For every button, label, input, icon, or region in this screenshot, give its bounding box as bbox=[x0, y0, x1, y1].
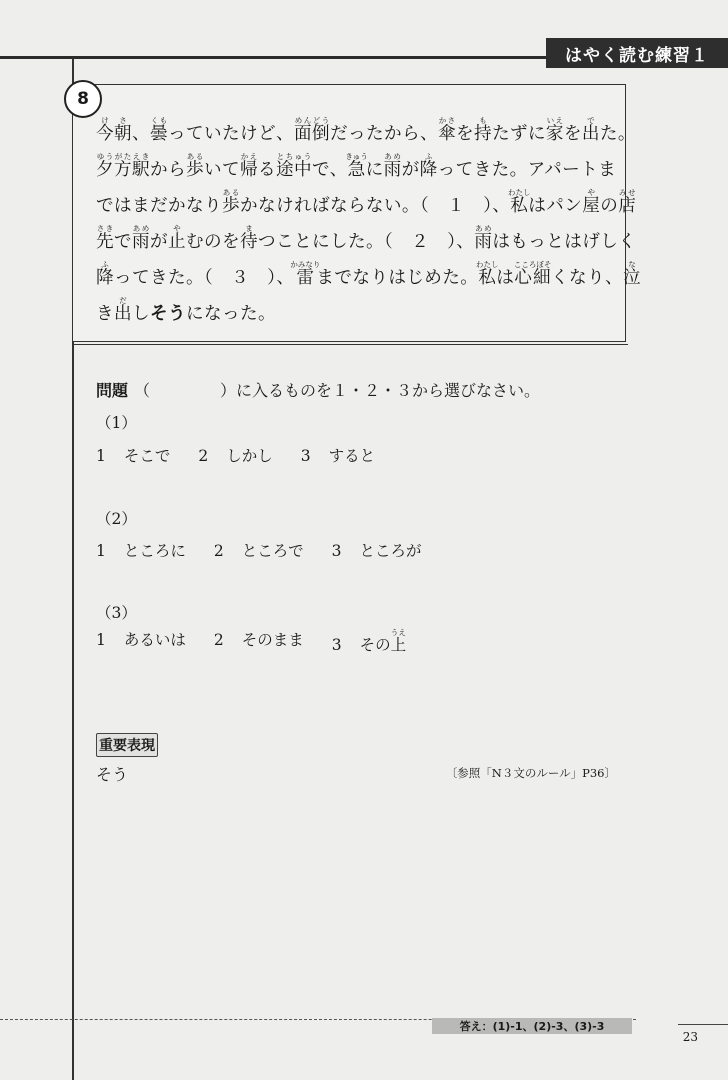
furigana-reading: かみなり bbox=[290, 260, 321, 269]
furigana-reading: みせ bbox=[618, 188, 637, 197]
kanji-base: 途中 bbox=[275, 160, 312, 180]
kanji-base: 降 bbox=[419, 160, 438, 180]
choice-option[interactable] bbox=[301, 444, 375, 466]
passage-text: くなり、 bbox=[551, 268, 624, 288]
furigana-word bbox=[221, 188, 240, 216]
furigana-reading: くも bbox=[150, 116, 168, 125]
furigana-word bbox=[508, 188, 531, 216]
furigana-reading: めんどう bbox=[293, 116, 330, 125]
kanji-base: 傘 bbox=[437, 124, 456, 144]
furigana-word bbox=[96, 260, 114, 288]
choice-text: ところが bbox=[359, 542, 422, 560]
passage-text: だったから、 bbox=[329, 124, 438, 144]
reference-note: 〔参照「N３文のルール」P36〕 bbox=[445, 766, 616, 780]
kanji-base: 私 bbox=[508, 196, 531, 216]
furigana-reading: ふ bbox=[419, 152, 438, 161]
choice-number: 2 bbox=[213, 631, 224, 649]
furigana-word bbox=[437, 116, 456, 144]
choice-number: 3 bbox=[331, 542, 342, 560]
furigana-reading: ふ bbox=[96, 260, 114, 269]
section-title: はやく読む練習１ bbox=[546, 38, 728, 68]
kanji-base: 雨 bbox=[132, 232, 150, 252]
kanji-base: 止 bbox=[168, 232, 186, 252]
furigana-reading: かえ bbox=[239, 152, 258, 161]
choice-number: 3 bbox=[331, 636, 342, 654]
passage-line bbox=[96, 224, 637, 260]
kanji-base: 帰 bbox=[239, 160, 258, 180]
furigana-reading: も bbox=[473, 116, 492, 125]
furigana-word bbox=[345, 152, 368, 180]
passage-text: た。 bbox=[599, 124, 636, 144]
kanji-base: 屋 bbox=[582, 196, 601, 216]
kanji-base: 家 bbox=[545, 124, 564, 144]
kanji-base: 先 bbox=[96, 232, 114, 252]
furigana-word bbox=[293, 116, 330, 144]
passage-text: に bbox=[365, 160, 384, 180]
passage-text: ではまだかなり bbox=[96, 196, 222, 216]
passage-text: し bbox=[132, 304, 150, 324]
furigana-reading: けさ bbox=[96, 116, 132, 125]
passage-text: から bbox=[149, 160, 186, 180]
kanji-base: 面倒 bbox=[293, 124, 330, 144]
question-label: （2） bbox=[96, 510, 137, 528]
furigana-reading: かさ bbox=[437, 116, 456, 125]
furigana-reading: ある bbox=[221, 188, 240, 197]
passage-text: が bbox=[150, 232, 168, 252]
choice-option[interactable] bbox=[214, 628, 304, 655]
furigana-word bbox=[545, 116, 564, 144]
passage-text: かなければならない。（ １ ）、 bbox=[239, 196, 511, 216]
kanji-base: 出 bbox=[581, 124, 600, 144]
furigana-word: 上うえ bbox=[390, 628, 407, 654]
passage-text: 、 bbox=[132, 124, 150, 144]
furigana-reading: や bbox=[582, 188, 601, 197]
page-number: 23 bbox=[682, 1030, 698, 1044]
passage-text: っていたけど、 bbox=[168, 124, 294, 144]
kanji-base: 歩 bbox=[221, 196, 240, 216]
passage-text: ってきた。（ ３ ）、 bbox=[114, 268, 295, 288]
furigana-word bbox=[582, 188, 601, 216]
choice-number: 2 bbox=[198, 447, 209, 465]
choice-text: ところで bbox=[241, 542, 304, 560]
kanji-base: 私 bbox=[476, 268, 499, 288]
kanji-base: 持 bbox=[473, 124, 492, 144]
passage-text: ってきた。アパートま bbox=[437, 160, 617, 180]
furigana-reading: こころぼそ bbox=[513, 260, 552, 269]
kanji-base: 今朝 bbox=[96, 124, 132, 144]
furigana-word bbox=[383, 152, 402, 180]
choice-option[interactable] bbox=[332, 628, 406, 655]
instruction-label: 問題 bbox=[96, 381, 129, 400]
kanji-base: 雨 bbox=[383, 160, 402, 180]
furigana-reading: きゅう bbox=[345, 152, 368, 161]
instruction-text: に入るものを１・２・３から選びなさい。 bbox=[236, 381, 541, 400]
kanji-base: 出 bbox=[114, 304, 132, 324]
passage-text: る bbox=[257, 160, 276, 180]
passage-text: を bbox=[563, 124, 582, 144]
choice-option[interactable] bbox=[96, 444, 170, 466]
passage-text: になった。 bbox=[186, 304, 276, 324]
furigana-word bbox=[623, 260, 642, 288]
furigana-reading: だ bbox=[114, 296, 132, 305]
furigana-word bbox=[239, 224, 258, 252]
furigana-word bbox=[476, 260, 499, 288]
passage-line bbox=[96, 152, 616, 188]
choice-text: そこで bbox=[123, 447, 171, 465]
furigana-word bbox=[185, 152, 204, 180]
kanji-base: 急 bbox=[345, 160, 368, 180]
furigana-word bbox=[96, 224, 114, 252]
page-number-rule bbox=[678, 1024, 728, 1025]
choice-option[interactable] bbox=[96, 628, 186, 655]
choice-option[interactable] bbox=[198, 444, 272, 466]
furigana-reading: ある bbox=[185, 152, 204, 161]
furigana-reading: な bbox=[623, 260, 642, 269]
kanji-base: 店 bbox=[618, 196, 637, 216]
passage-text: はもっとはげしく bbox=[492, 232, 637, 252]
kanji-base: 夕方駅 bbox=[96, 160, 150, 180]
passage-text: で、 bbox=[311, 160, 348, 180]
question-label: （1） bbox=[96, 414, 137, 432]
instruction bbox=[96, 378, 540, 401]
furigana-reading: あめ bbox=[474, 224, 493, 233]
furigana-word bbox=[168, 224, 186, 252]
choice-number: 2 bbox=[213, 542, 224, 560]
choice-option[interactable] bbox=[214, 539, 304, 561]
furigana-reading: わたし bbox=[476, 260, 499, 269]
passage-text: いて bbox=[203, 160, 240, 180]
furigana-word bbox=[581, 116, 600, 144]
furigana-word bbox=[275, 152, 312, 180]
furigana-reading: で bbox=[581, 116, 600, 125]
kanji-base: 待 bbox=[239, 232, 258, 252]
furigana-reading: あめ bbox=[132, 224, 150, 233]
furigana-reading: とちゅう bbox=[275, 152, 312, 161]
kanji-base: 降 bbox=[96, 268, 114, 288]
choice-number: 1 bbox=[96, 542, 106, 560]
question-number-badge: 8 bbox=[64, 80, 102, 118]
passage-line bbox=[96, 296, 616, 332]
choice-text: その上うえ bbox=[359, 628, 407, 654]
passage-text: むのを bbox=[186, 232, 240, 252]
passage-text: を bbox=[455, 124, 474, 144]
bold-keyword: そう bbox=[150, 303, 186, 324]
furigana-reading: ま bbox=[239, 224, 258, 233]
furigana-reading: や bbox=[168, 224, 186, 233]
answer-key: 答え：(1)-1、(2)-3、(3)-3 bbox=[432, 1018, 632, 1034]
furigana-reading: わたし bbox=[508, 188, 531, 197]
passage-text: が bbox=[401, 160, 420, 180]
choice-text: しかし bbox=[226, 447, 273, 465]
passage-text: き bbox=[96, 304, 114, 324]
kanji-base: 曇 bbox=[150, 124, 168, 144]
instruction-close-paren: ） bbox=[220, 381, 237, 400]
furigana-word bbox=[618, 188, 637, 216]
passage-line bbox=[96, 188, 637, 224]
reading-passage bbox=[96, 116, 642, 332]
passage-text: はパン bbox=[528, 196, 583, 216]
passage-text: までなりはじめた。 bbox=[316, 268, 479, 288]
passage-text: は bbox=[496, 268, 515, 288]
kanji-base: 雷 bbox=[290, 268, 321, 288]
furigana-word bbox=[114, 296, 132, 324]
kanji-base: 泣 bbox=[623, 268, 642, 288]
passage-line bbox=[96, 260, 642, 296]
choice-text: そのまま bbox=[241, 631, 304, 649]
choice-option[interactable] bbox=[96, 539, 186, 561]
kanji-base: 心細 bbox=[513, 268, 552, 288]
furigana-reading: うえ bbox=[390, 628, 407, 637]
furigana-word bbox=[513, 260, 552, 288]
furigana-word bbox=[150, 116, 168, 144]
furigana-word bbox=[96, 152, 150, 180]
passage-text: たずに bbox=[491, 124, 546, 144]
furigana-reading: いえ bbox=[545, 116, 564, 125]
question-label: （3） bbox=[96, 604, 137, 622]
key-expression-heading: 重要表現 bbox=[96, 733, 158, 757]
instruction-open-paren: （ bbox=[134, 381, 151, 400]
kanji-base: 歩 bbox=[185, 160, 204, 180]
choice-text: ところに bbox=[123, 542, 186, 560]
section-divider bbox=[72, 344, 628, 345]
choice-text: すると bbox=[328, 447, 376, 465]
furigana-reading: あめ bbox=[383, 152, 402, 161]
choice-row bbox=[96, 444, 403, 466]
furigana-reading: ゆうがたえき bbox=[96, 152, 150, 161]
choice-row bbox=[96, 628, 434, 655]
furigana-word bbox=[474, 224, 493, 252]
furigana-word bbox=[290, 260, 321, 288]
furigana-word bbox=[132, 224, 150, 252]
choice-option[interactable] bbox=[332, 539, 422, 561]
choice-text: あるいは bbox=[123, 631, 186, 649]
furigana-word bbox=[96, 116, 132, 144]
choice-row bbox=[96, 539, 450, 561]
key-expression-word: そう bbox=[96, 765, 129, 784]
passage-text: の bbox=[600, 196, 619, 216]
passage-line bbox=[96, 116, 636, 152]
furigana-word bbox=[239, 152, 258, 180]
choice-number: 1 bbox=[96, 631, 106, 649]
furigana-reading: さき bbox=[96, 224, 114, 233]
kanji-base: 雨 bbox=[474, 232, 493, 252]
furigana-word bbox=[419, 152, 438, 180]
choice-number: 1 bbox=[96, 447, 106, 465]
passage-text: つことにした。（ ２ ）、 bbox=[257, 232, 475, 252]
passage-text: で bbox=[114, 232, 132, 252]
furigana-word bbox=[473, 116, 492, 144]
choice-number: 3 bbox=[300, 447, 311, 465]
